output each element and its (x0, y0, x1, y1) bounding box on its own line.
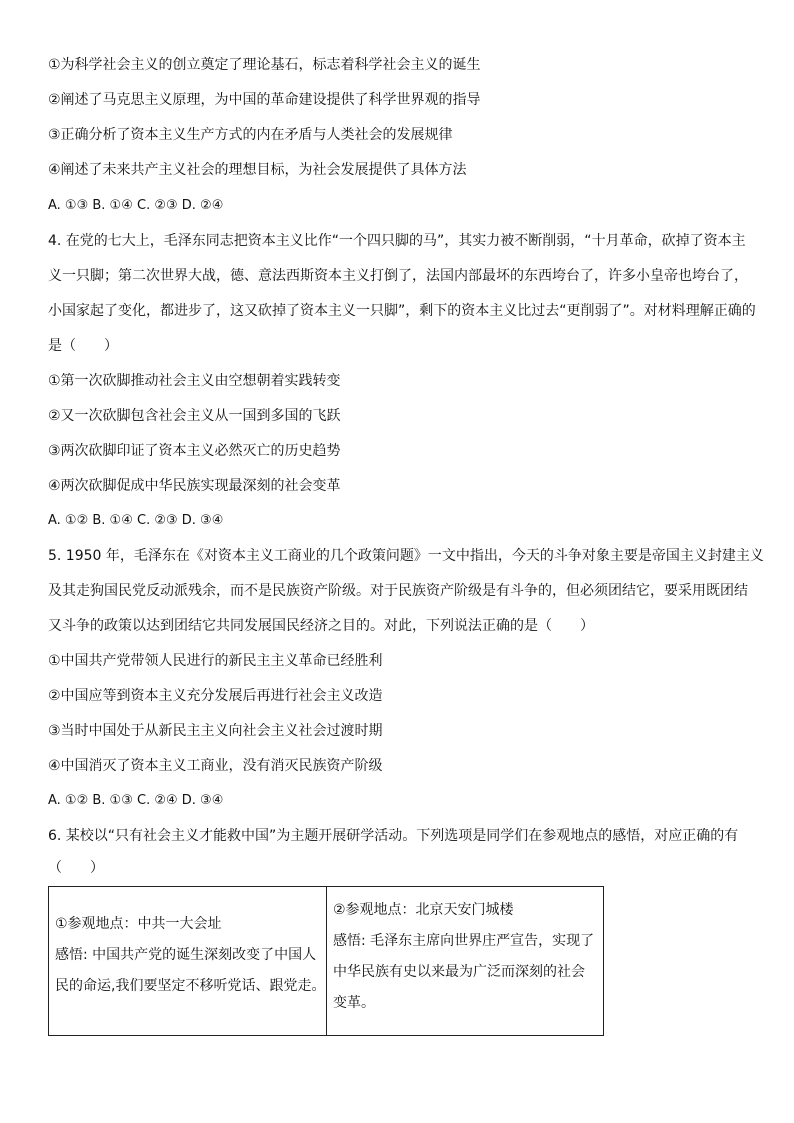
q4-stem-line-3: 小国家起了变化，都进步了，这又砍掉了资本主义一只脚”，剩下的资本主义比过去“更削弱了”。对材料理解正确的 (48, 303, 756, 319)
q4-stem-line-1: 4. 在党的七大上，毛泽东同志把资本主义比作“一个四只脚的马”，其实力被不断削弱，“十月革命，砍掉了资本主 (48, 233, 746, 249)
visit-location-1: ①参观地点：中共一大会址 (55, 916, 222, 932)
visit-reflection-2-line-2: 中华民族有史以来最为广泛而深刻的社会 (333, 964, 585, 980)
q4-option-1: ①第一次砍脚推动社会主义由空想朝着实践转变 (48, 373, 341, 389)
q4-stem-line-4: 是（ ） (48, 338, 118, 354)
q3-answer-choices: A. ①③ B. ①④ C. ②③ D. ②④ (48, 198, 224, 213)
q5-stem-line-3: 又斗争的政策以达到团结它共同发展国民经济之目的。对此，下列说法正确的是（ ） (48, 618, 594, 634)
visit-reflection-1-line-1: 感悟: 中国共产党的诞生深刻改变了中国人 (55, 947, 317, 963)
q4-option-2: ②又一次砍脚包含社会主义从一国到多国的飞跃 (48, 408, 341, 424)
q4-stem-line-2: 义一只脚；第二次世界大战，德、意法西斯资本主义打倒了，法国内部最坏的东西垮台了，许多小皇帝也垮台了， (48, 268, 748, 284)
visit-reflection-1-line-2: 民的命运,我们要坚定不移听党话、跟党走。 (55, 978, 326, 994)
q5-option-1: ①中国共产党带领人民进行的新民主主义革命已经胜利 (48, 653, 383, 669)
q6-stem-line-1: 6. 某校以“只有社会主义才能救中国”为主题开展研学活动。下列选项是同学们在参观地点的感悟，对应正确的有 (48, 828, 739, 844)
table-row (49, 887, 604, 1036)
q5-stem-line-1: 5. 1950 年，毛泽东在《对资本主义工商业的几个政策问题》一文中指出，今天的斗争对象主要是帝国主义封建主义 (48, 548, 764, 564)
q3-option-4: ④阐述了未来共产主义社会的理想目标，为社会发展提供了具体方法 (48, 162, 467, 178)
q4-answer-choices: A. ①② B. ①④ C. ②③ D. ③④ (48, 513, 224, 528)
q5-option-2: ②中国应等到资本主义充分发展后再进行社会主义改造 (48, 688, 383, 704)
q5-option-3: ③当时中国处于从新民主主义向社会主义社会过渡时期 (48, 723, 383, 739)
q6-stem-line-2: （ ） (48, 860, 104, 876)
visit-cell-left (49, 887, 327, 1036)
q5-option-4: ④中国消灭了资本主义工商业，没有消灭民族资产阶级 (48, 758, 383, 774)
visit-reflection-2-line-3: 变革。 (333, 995, 375, 1011)
q5-stem-line-2: 及其走狗国民党反动派残余，而不是民族资产阶级。对于民族资产阶级是有斗争的，但必须团结它，要采用既团结 (48, 583, 748, 599)
q6-visit-table (48, 886, 604, 1036)
q3-option-1: ①为科学社会主义的创立奠定了理论基石，标志着科学社会主义的诞生 (48, 57, 481, 73)
visit-location-2: ②参观地点：北京天安门城楼 (333, 902, 514, 918)
q5-answer-choices: A. ①② B. ①③ C. ②④ D. ③④ (48, 793, 224, 808)
q3-option-2: ②阐述了马克思主义原理，为中国的革命建设提供了科学世界观的指导 (48, 92, 481, 108)
q4-option-4: ④两次砍脚促成中华民族实现最深刻的社会变革 (48, 478, 341, 494)
visit-reflection-2-line-1: 感悟: 毛泽东主席向世界庄严宣告，实现了 (333, 933, 595, 949)
q3-option-3: ③正确分析了资本主义生产方式的内在矛盾与人类社会的发展规律 (48, 127, 453, 143)
q4-option-3: ③两次砍脚印证了资本主义必然灭亡的历史趋势 (48, 443, 341, 459)
visit-cell-right (327, 887, 604, 1036)
